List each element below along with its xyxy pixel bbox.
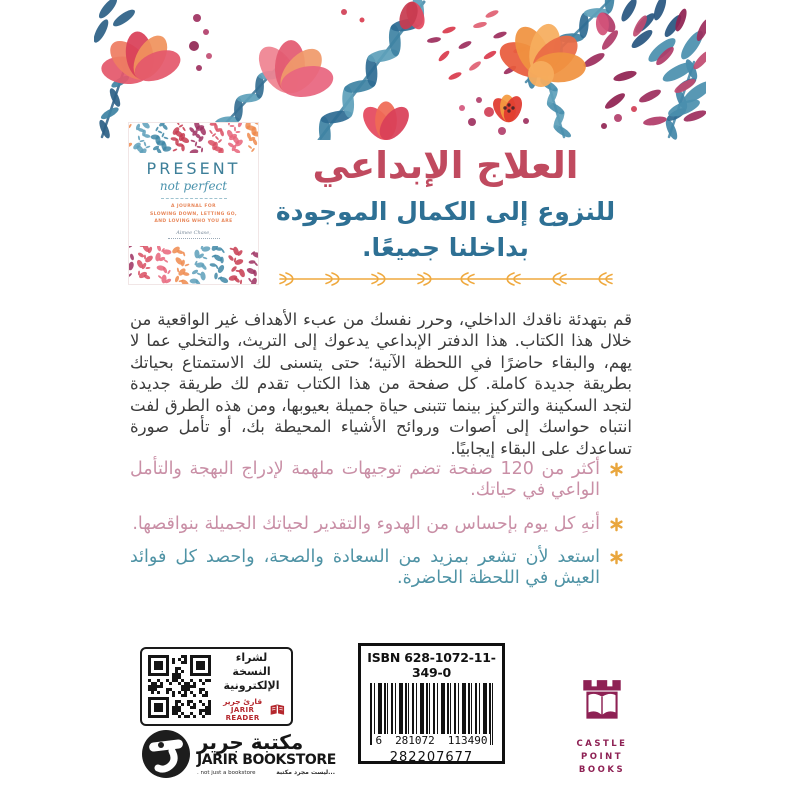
- thumbnail-tagline-1: A JOURNAL FOR: [171, 204, 216, 209]
- feature-bullet-list: [130, 459, 624, 602]
- front-cover-thumbnail: [128, 122, 259, 285]
- publisher-name-line2: POINT: [580, 752, 624, 763]
- thumbnail-author-line2: [168, 238, 220, 239]
- castle-icon: [582, 676, 622, 728]
- jarir-reader-logo: [218, 697, 285, 722]
- book-title-arabic: العلاج الإبداعي: [312, 144, 579, 187]
- gold-asterisk-icon: [609, 462, 624, 477]
- bullet-text: أنهِ كل يوم بإحساس من الهدوء والتقدير لحياتك الجميلة بنواقصها.: [132, 513, 600, 534]
- isbn-barcode: [358, 643, 505, 764]
- publisher-name-line3: BOOKS: [578, 765, 626, 776]
- thumbnail-subtitle: not perfect: [159, 179, 228, 193]
- jarir-tagline-arabic: ...ليست مجرد مكتبة: [276, 769, 335, 777]
- ebook-caption-line2: الإلكترونية: [223, 679, 280, 693]
- book-subtitle-line2: بداخلنا جميعًا.: [362, 233, 529, 263]
- ebook-caption-line1: لشراء النسخة: [232, 650, 271, 678]
- barcode-digit-group: 281072: [395, 734, 435, 747]
- isbn-label: ISBN 628-1072-11-349-0: [367, 650, 496, 680]
- jarir-tagline-english: . not just a bookstore: [197, 769, 256, 776]
- thumbnail-divider: [161, 198, 227, 199]
- open-book-icon: [270, 702, 285, 718]
- bullet-text: أكثر من 120 صفحة تضم توجيهات ملهمة لإدراج البهجة والتأمل الواعي في حياتك.: [130, 459, 600, 501]
- gold-asterisk-icon: [609, 550, 624, 565]
- barcode-digits: [374, 734, 490, 747]
- title-block: [258, 144, 633, 287]
- barcode-digit-group: 6: [375, 734, 383, 747]
- thumbnail-tagline-3: AND LOVING WHO YOU ARE: [154, 219, 233, 225]
- ebook-qr-box: [140, 647, 293, 726]
- castle-point-books-logo: [572, 676, 632, 778]
- bullet-item: [130, 514, 624, 535]
- jarir-name-arabic: مكتبة جرير: [197, 729, 304, 754]
- back-cover-description: قم بتهدئة ناقدك الداخلي، وحرر نفسك من عبء الأهداف غير الواقعية من خلال هذا الكتاب. هذا الدفتر الإبداعي يدعوك إلى التريث، والتخلي عما لا يهم، والبقاء حاضرًا في اللحظة الآنية؛ حتى يتسنى لك الاستمتاع بحياتك بطريقة جديدة كاملة. كل صفحة من هذا الكتاب تقدم لك طريقة جديدة لتجد السكينة والتركيز بينما تتبنى حياة جميلة بعيوبها، ومن هذه الطرق لفت انتباه حواسك إلى أصوات وروائح الأشياء المحيطة بك، أو تأمل صورة تساعدك على البقاء إيجابيًا.: [130, 309, 632, 458]
- bullet-item: [130, 547, 624, 590]
- publisher-name-line1: CASTLE: [576, 739, 628, 749]
- jarir-circle-icon: [141, 729, 191, 779]
- bullet-item: [130, 459, 624, 502]
- thumbnail-author: Aimee Chase,: [176, 229, 211, 236]
- gold-asterisk-icon: [609, 517, 624, 532]
- jarir-name-english: JARIR BOOKSTORE: [197, 751, 336, 768]
- bullet-text: استعد لأن تشعر بمزيد من السعادة والصحة، واحصد كل فوائد العيش في اللحظة الحاضرة.: [130, 547, 600, 589]
- barcode-digit-group: 113490: [447, 734, 488, 747]
- reader-name-english: JARIR READER: [225, 706, 260, 723]
- thumbnail-floral-strip-bottom: [129, 246, 258, 284]
- store-number: 282207677: [389, 750, 474, 765]
- thumbnail-floral-strip-top: [129, 123, 258, 153]
- book-subtitle-line1: للنزوع إلى الكمال الموجودة: [275, 197, 616, 227]
- thumbnail-title: PRESENT: [146, 159, 241, 178]
- jarir-bookstore-logo: [141, 729, 335, 779]
- gold-ornament-divider: [278, 271, 614, 287]
- qr-code: [148, 655, 211, 718]
- reader-name-arabic: قارئ جرير: [223, 697, 263, 707]
- thumbnail-tagline-2: SLOWING DOWN, LETTING GO,: [149, 211, 238, 217]
- watercolor-floral-banner: [94, 0, 706, 140]
